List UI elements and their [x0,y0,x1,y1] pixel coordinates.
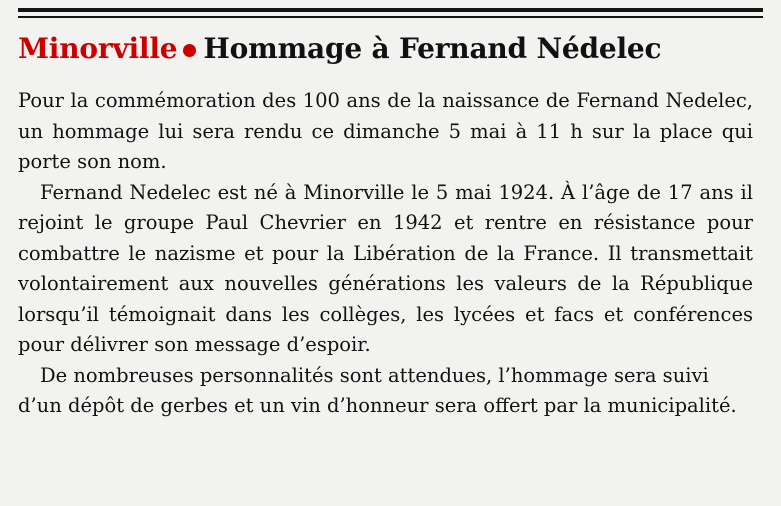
bullet-icon [183,44,196,57]
article-kicker: Minorville [18,32,178,65]
article-paragraph: De nombreuses personnalités sont attendues, l’hommage sera suivi d’un dépôt de gerbes et un vin d’honneur sera offert par la municipalité. [18,363,737,417]
rule-thin-bottom [18,16,763,18]
article-paragraph: Pour la commémoration des 100 ans de la naissance de Fernand Nedelec, un hommage lui sera rendu ce dimanche 5 mai à 11 h sur la place qui porte son nom. [18,89,753,173]
article-title: Hommage à Fernand Nédelec [203,32,662,65]
header-rules [18,0,763,18]
article-body [18,86,753,422]
page-title [18,32,763,66]
article-paragraph: Fernand Nedelec est né à Minorville le 5 mai 1924. À l’âge de 17 ans il rejoint le groupe Paul Chevrier en 1942 et rentre en résistance pour combattre le nazisme et pour la Libération de la France. Il transmettait volontairement aux nouvelles générations les valeurs de la République lorsqu’il témoignait dans les collèges, les lycées et facs et conférences pour délivrer son message d’espoir. [18,180,753,356]
